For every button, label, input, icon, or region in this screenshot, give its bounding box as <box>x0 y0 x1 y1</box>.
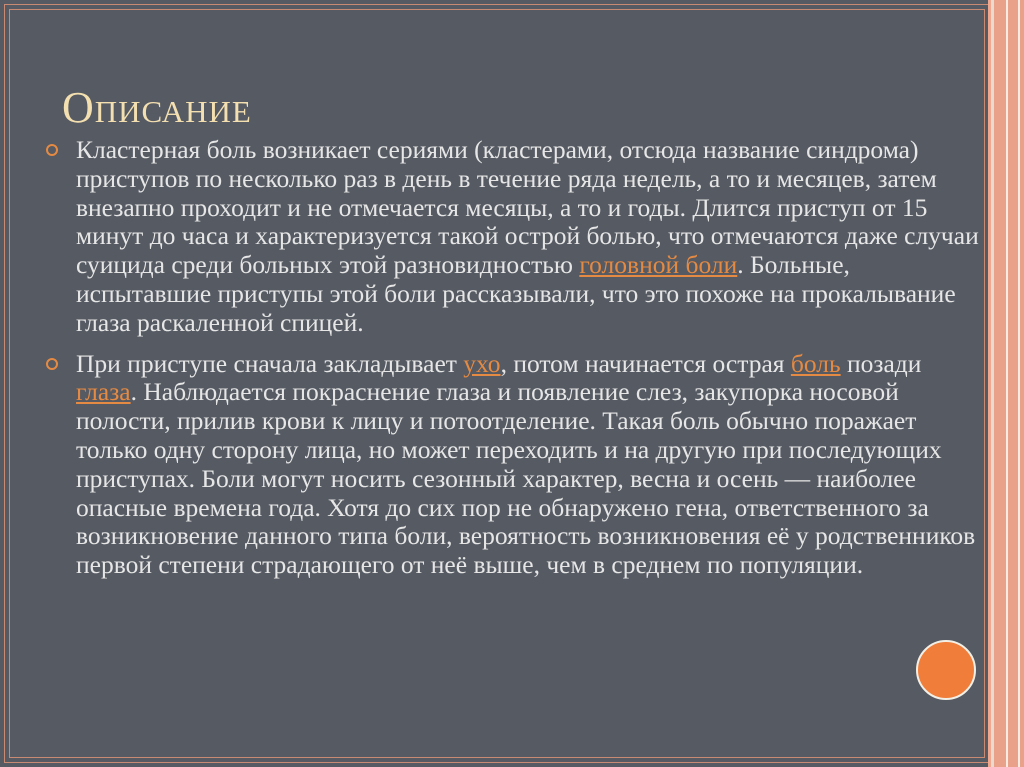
text-run: Кластерная боль возникает сериями (кластерами, отсюда название синдрома) приступов по несколько раз в день в течение ряда недель, а то и месяцев, затем внезапно проходит и не отмечается месяцы, а то и годы. Длится приступ от 15 минут до часа и характеризуется такой острой болью, что отмечаются даже случаи суицида среди больных этой разновидностью <box>76 135 979 280</box>
link-eye[interactable]: глаза <box>76 377 131 407</box>
bullet-item-1 <box>46 136 981 338</box>
bullet-item-2 <box>46 350 981 580</box>
stripe <box>994 0 1006 767</box>
text-run: . Больные, испытавшие приступы этой боли рассказывали, что это похоже на прокалывание глаза раскаленной спицей. <box>76 250 956 337</box>
decorative-stripes <box>988 0 1024 767</box>
slide-body <box>46 136 981 592</box>
text-run: . Наблюдается покраснение глаза и появление слез, закупорка носовой полости, прилив крови к лицу и потоотделение. Такая боль обычно поражает только одну сторону лица, но может переходить и на другую при последующих приступах. Боли могут носить сезонный характер, весна и осень — наиболее опасные времена года. Хотя до сих пор не обнаружено гена, ответственного за возникновение данного типа боли, вероятность возникновения её у родственников первой степени страдающего от неё выше, чем в среднем по популяции. <box>76 377 976 580</box>
bullet-circle-icon <box>46 358 58 370</box>
text-run: позади <box>840 348 922 378</box>
slide-title: Описание <box>62 83 252 132</box>
link-pain[interactable]: боль <box>790 348 841 378</box>
stripe <box>1020 0 1024 767</box>
link-ear[interactable]: ухо <box>463 348 501 378</box>
bullet-text <box>76 135 979 337</box>
bullet-text <box>76 349 975 580</box>
text-run: При приступе сначала закладывает <box>76 348 464 378</box>
link-headache[interactable]: головной боли <box>579 250 738 280</box>
decorative-orange-circle <box>916 640 976 700</box>
stripe <box>1008 0 1018 767</box>
bullet-circle-icon <box>46 144 58 156</box>
text-run: , потом начинается острая <box>500 348 791 378</box>
